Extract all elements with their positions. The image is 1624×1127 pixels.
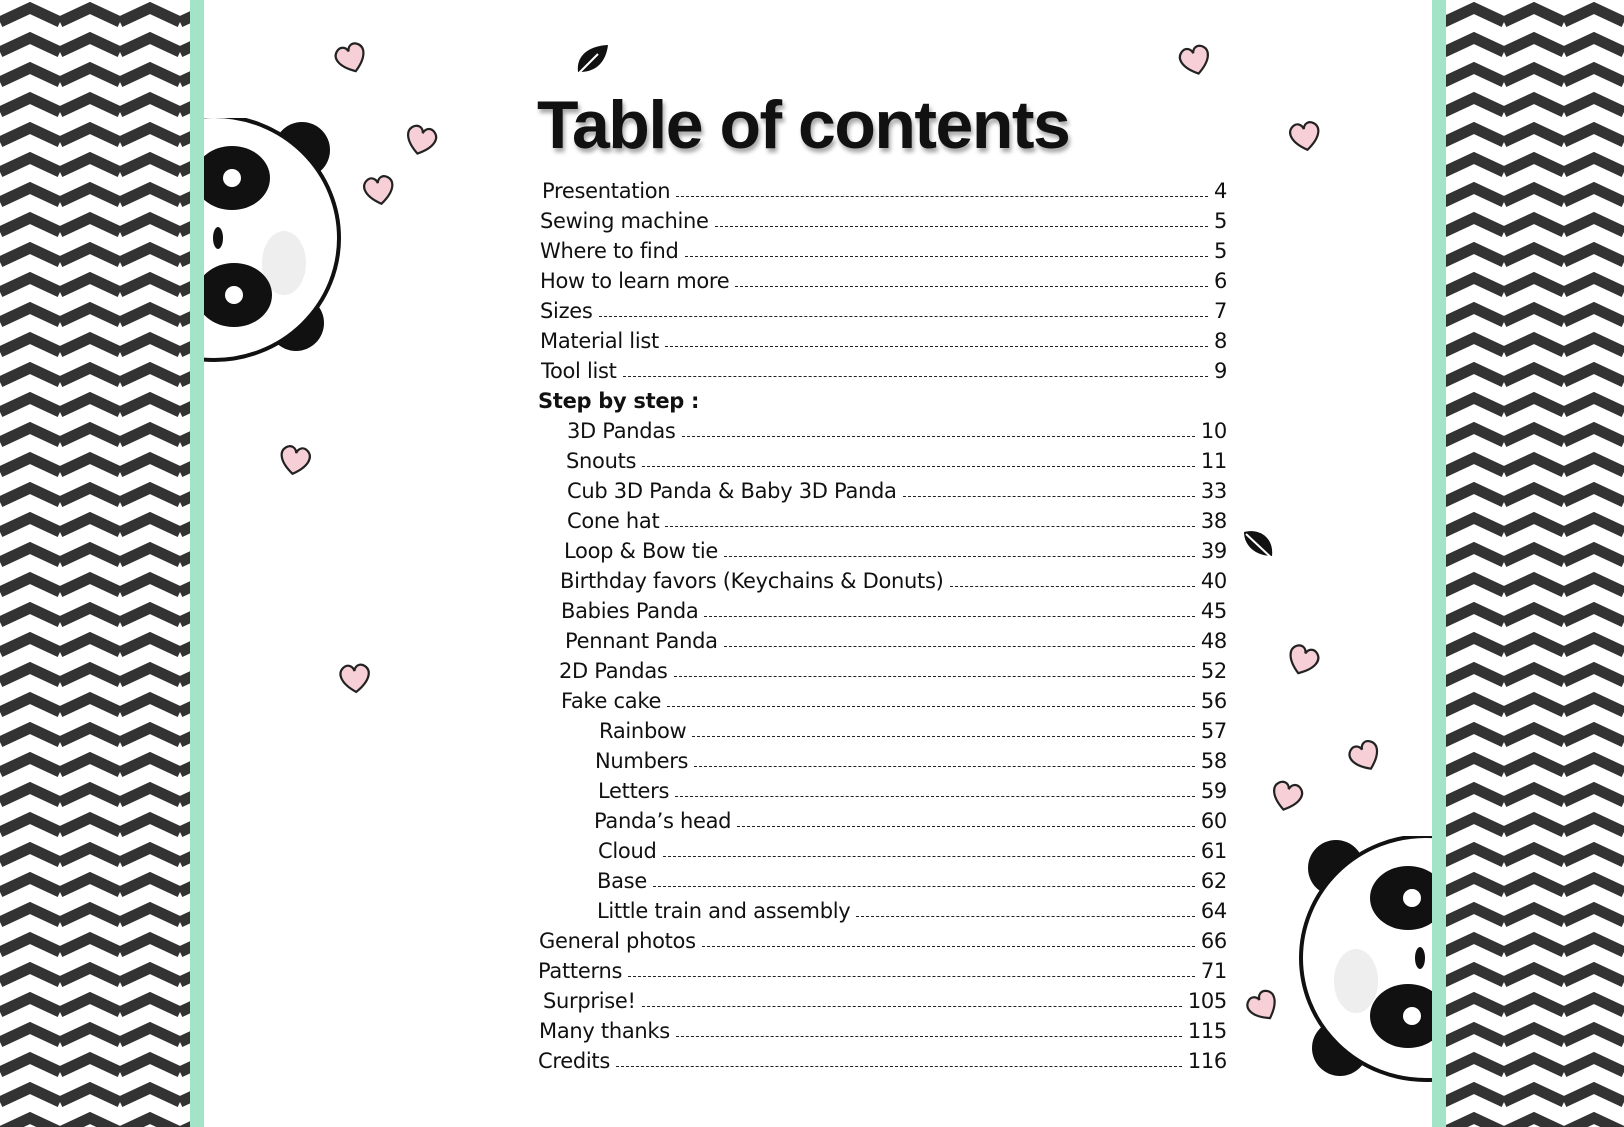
toc-entry-page-number: 40: [1200, 569, 1227, 593]
toc-entry-label: Snouts: [566, 449, 637, 473]
toc-entry-label: General photos: [539, 929, 696, 953]
toc-entry-label: Cub 3D Panda & Baby 3D Panda: [567, 479, 897, 503]
toc-dot-leader: [642, 1006, 1182, 1007]
toc-entry-page-number: 33: [1200, 479, 1227, 503]
toc-entry: [538, 1049, 1227, 1079]
toc-entry-page-number: 5: [1213, 239, 1227, 263]
toc-entry-page-number: 105: [1187, 989, 1227, 1013]
toc-entry: [541, 359, 1227, 389]
toc-entry-page-number: 39: [1200, 539, 1227, 563]
toc-dot-leader: [724, 646, 1195, 647]
toc-entry-label: Material list: [540, 329, 659, 353]
toc-entry-label: Birthday favors (Keychains & Donuts): [560, 569, 944, 593]
toc-entry-label: Little train and assembly: [597, 899, 851, 923]
toc-entry: [597, 869, 1227, 899]
toc-dot-leader: [599, 316, 1208, 317]
toc-dot-leader: [665, 526, 1194, 527]
toc-entry-label: Credits: [538, 1049, 610, 1073]
toc-dot-leader: [667, 706, 1195, 707]
toc-dot-leader: [903, 496, 1195, 497]
toc-entry-label: Sewing machine: [540, 209, 709, 233]
toc-dot-leader: [685, 256, 1208, 257]
toc-dot-leader: [682, 436, 1195, 437]
toc-entry-label: Numbers: [595, 749, 689, 773]
toc-entry: [543, 989, 1227, 1019]
toc-entry-page-number: 10: [1200, 419, 1227, 443]
toc-entry-label: Tool list: [541, 359, 617, 383]
toc-entry-page-number: 7: [1213, 299, 1227, 323]
toc-entry-label: Many thanks: [539, 1019, 670, 1043]
toc-entry-page-number: 56: [1200, 689, 1227, 713]
toc-entry-page-number: 45: [1200, 599, 1227, 623]
toc-entry: [567, 419, 1227, 449]
toc-dot-leader: [676, 1036, 1182, 1037]
toc-entry: [540, 269, 1227, 299]
toc-entry: [542, 179, 1227, 209]
toc-dot-leader: [623, 376, 1208, 377]
toc-entry-page-number: 71: [1200, 959, 1227, 983]
toc-entry-label: Cone hat: [567, 509, 660, 533]
toc-entry: [598, 839, 1227, 869]
toc-entry-page-number: 60: [1200, 809, 1227, 833]
toc-entry-page-number: 57: [1200, 719, 1227, 743]
toc-entry-page-number: 52: [1200, 659, 1227, 683]
toc-entry: [567, 509, 1227, 539]
toc-dot-leader: [715, 226, 1208, 227]
toc-entry-label: Base: [597, 869, 647, 893]
toc-entry-label: Cloud: [598, 839, 657, 863]
toc-dot-leader: [950, 586, 1195, 587]
toc-entry: [560, 569, 1227, 599]
toc-entry: [540, 329, 1227, 359]
toc-entry: [539, 929, 1227, 959]
toc-dot-leader: [702, 946, 1195, 947]
toc-entry-page-number: 8: [1213, 329, 1227, 353]
toc-entry-page-number: 62: [1200, 869, 1227, 893]
toc-entry: [597, 899, 1227, 929]
toc-entry: [567, 479, 1227, 509]
toc-entry: [538, 959, 1227, 989]
toc-dot-leader: [675, 796, 1195, 797]
toc-entry: [564, 539, 1227, 569]
toc-entry: [594, 809, 1227, 839]
toc-entry: [540, 239, 1227, 269]
toc-entry-page-number: 9: [1213, 359, 1227, 383]
toc-entry-label: Letters: [598, 779, 670, 803]
toc-entry: [599, 719, 1227, 749]
toc-entry-page-number: 6: [1213, 269, 1227, 293]
toc-entry: [540, 209, 1227, 239]
toc-entry: [540, 299, 1227, 329]
toc-entry-label: Babies Panda: [561, 599, 699, 623]
toc-entry: [595, 749, 1227, 779]
toc-dot-leader: [737, 826, 1195, 827]
page-title: Table of contents: [537, 87, 1070, 163]
toc-entry-label: Patterns: [538, 959, 623, 983]
toc-entry: [539, 1019, 1227, 1049]
toc-entry-label: Rainbow: [599, 719, 687, 743]
toc-section-heading: [538, 389, 705, 419]
toc-dot-leader: [694, 766, 1195, 767]
toc-entry-label: Presentation: [542, 179, 671, 203]
toc-entry-label: Sizes: [540, 299, 593, 323]
toc-entry-page-number: 58: [1200, 749, 1227, 773]
toc-dot-leader: [704, 616, 1194, 617]
toc-entry-label: Fake cake: [561, 689, 662, 713]
toc-entry-label: Loop & Bow tie: [564, 539, 718, 563]
toc-entry-label: Step by step :: [538, 389, 700, 413]
toc-entry: [561, 689, 1227, 719]
toc-entry-page-number: 116: [1187, 1049, 1227, 1073]
toc-entry: [565, 629, 1227, 659]
toc-entry-page-number: 115: [1187, 1019, 1227, 1043]
toc-entry-page-number: 5: [1213, 209, 1227, 233]
toc-dot-leader: [616, 1066, 1182, 1067]
toc-dot-leader: [665, 346, 1208, 347]
toc-entry-page-number: 59: [1200, 779, 1227, 803]
toc-dot-leader: [856, 916, 1194, 917]
toc-entry-label: Where to find: [540, 239, 679, 263]
toc-entry-page-number: 61: [1200, 839, 1227, 863]
toc-entry-page-number: 64: [1200, 899, 1227, 923]
toc-entry-page-number: 38: [1200, 509, 1227, 533]
toc-entry-page-number: 48: [1200, 629, 1227, 653]
toc-dot-leader: [653, 886, 1195, 887]
toc-entry-label: Pennant Panda: [565, 629, 718, 653]
toc-dot-leader: [674, 676, 1195, 677]
toc-entry-label: 3D Pandas: [567, 419, 676, 443]
toc-entry-label: How to learn more: [540, 269, 730, 293]
toc-dot-leader: [642, 466, 1195, 467]
toc-dot-leader: [663, 856, 1195, 857]
toc-entry-page-number: 66: [1200, 929, 1227, 953]
toc-entry-label: 2D Pandas: [559, 659, 668, 683]
toc-entry: [566, 449, 1227, 479]
toc-entry-label: Surprise!: [543, 989, 636, 1013]
toc-entry: [559, 659, 1227, 689]
toc-entry-page-number: 11: [1200, 449, 1227, 473]
toc-entry: [561, 599, 1227, 629]
toc-dot-leader: [628, 976, 1195, 977]
toc-dot-leader: [735, 286, 1208, 287]
toc-dot-leader: [692, 736, 1194, 737]
toc-dot-leader: [676, 196, 1208, 197]
toc-dot-leader: [724, 556, 1195, 557]
toc-entry-page-number: 4: [1213, 179, 1227, 203]
toc-entry: [598, 779, 1227, 809]
toc-entry-label: Panda’s head: [594, 809, 732, 833]
